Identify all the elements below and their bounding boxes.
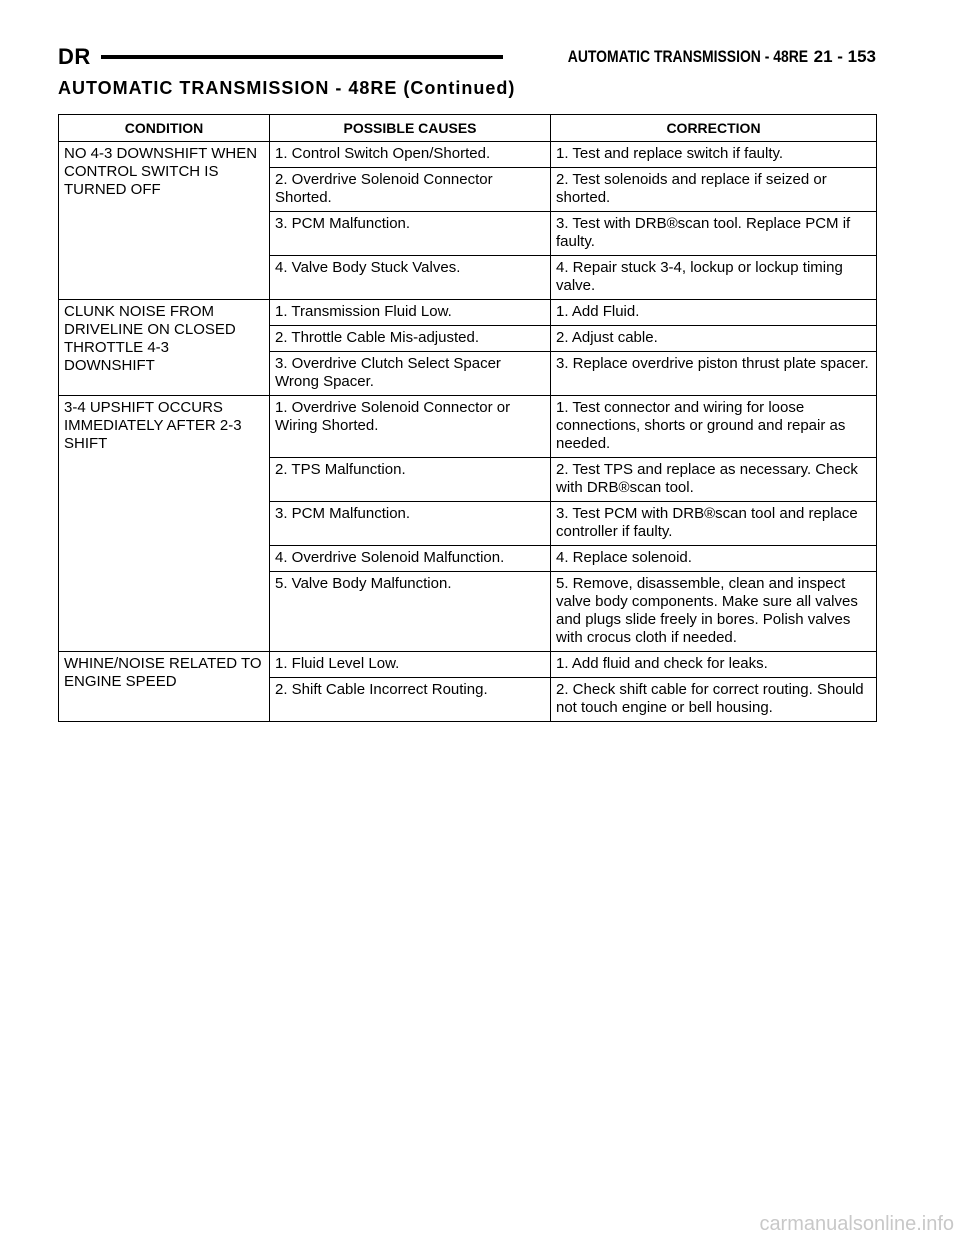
cause-cell: 3. Overdrive Clutch Select Spacer Wrong Spacer.	[270, 352, 551, 396]
correction-cell: 1. Test connector and wiring for loose connections, shorts or ground and repair as needed.	[551, 396, 877, 458]
cause-cell: 1. Fluid Level Low.	[270, 652, 551, 678]
column-header-condition: CONDITION	[59, 115, 270, 142]
condition-cell: WHINE/NOISE RELATED TO ENGINE SPEED	[59, 652, 270, 722]
cause-cell: 2. Overdrive Solenoid Connector Shorted.	[270, 168, 551, 212]
correction-cell: 2. Test solenoids and replace if seized or shorted.	[551, 168, 877, 212]
cause-cell: 2. Shift Cable Incorrect Routing.	[270, 678, 551, 722]
cause-cell: 1. Overdrive Solenoid Connector or Wiring Shorted.	[270, 396, 551, 458]
table-row	[59, 396, 877, 458]
section-title: AUTOMATIC TRANSMISSION - 48RE (Continued)	[58, 78, 516, 98]
correction-cell: 3. Replace overdrive piston thrust plate spacer.	[551, 352, 877, 396]
condition-cell: CLUNK NOISE FROM DRIVELINE ON CLOSED THROTTLE 4-3 DOWNSHIFT	[59, 300, 270, 396]
cause-cell: 4. Valve Body Stuck Valves.	[270, 256, 551, 300]
correction-cell: 3. Test PCM with DRB®scan tool and replace controller if faulty.	[551, 502, 877, 546]
header-rule	[101, 55, 503, 59]
cause-cell: 5. Valve Body Malfunction.	[270, 572, 551, 652]
correction-cell: 4. Repair stuck 3-4, lockup or lockup timing valve.	[551, 256, 877, 300]
watermark: carmanualsonline.info	[759, 1213, 954, 1235]
cause-cell: 1. Control Switch Open/Shorted.	[270, 142, 551, 168]
page-number: 21 - 153	[813, 47, 876, 66]
correction-cell: 2. Test TPS and replace as necessary. Check with DRB®scan tool.	[551, 458, 877, 502]
correction-cell: 1. Add fluid and check for leaks.	[551, 652, 877, 678]
column-header-causes: POSSIBLE CAUSES	[270, 115, 551, 142]
cause-cell: 2. Throttle Cable Mis-adjusted.	[270, 326, 551, 352]
table-header-row	[59, 115, 877, 142]
diagnosis-table	[58, 114, 877, 722]
cause-cell: 3. PCM Malfunction.	[270, 502, 551, 546]
table-row	[59, 142, 877, 168]
correction-cell: 4. Replace solenoid.	[551, 546, 877, 572]
condition-cell: NO 4-3 DOWNSHIFT WHEN CONTROL SWITCH IS TURNED OFF	[59, 142, 270, 300]
chapter-title: AUTOMATIC TRANSMISSION - 48RE	[567, 47, 808, 66]
correction-cell: 1. Test and replace switch if faulty.	[551, 142, 877, 168]
table-row	[59, 652, 877, 678]
manual-code: DR	[58, 44, 91, 69]
correction-cell: 1. Add Fluid.	[551, 300, 877, 326]
correction-cell: 2. Check shift cable for correct routing. Should not touch engine or bell housing.	[551, 678, 877, 722]
correction-cell: 2. Adjust cable.	[551, 326, 877, 352]
cause-cell: 2. TPS Malfunction.	[270, 458, 551, 502]
column-header-correction: CORRECTION	[551, 115, 877, 142]
cause-cell: 3. PCM Malfunction.	[270, 212, 551, 256]
cause-cell: 4. Overdrive Solenoid Malfunction.	[270, 546, 551, 572]
table-body	[59, 142, 877, 722]
condition-cell: 3-4 UPSHIFT OCCURS IMMEDIATELY AFTER 2-3 SHIFT	[59, 396, 270, 652]
correction-cell: 3. Test with DRB®scan tool. Replace PCM if faulty.	[551, 212, 877, 256]
correction-cell: 5. Remove, disassemble, clean and inspect valve body components. Make sure all valves and plugs slide freely in bores. Polish valves with crocus cloth if needed.	[551, 572, 877, 652]
cause-cell: 1. Transmission Fluid Low.	[270, 300, 551, 326]
page-header	[58, 42, 876, 72]
table-row	[59, 300, 877, 326]
